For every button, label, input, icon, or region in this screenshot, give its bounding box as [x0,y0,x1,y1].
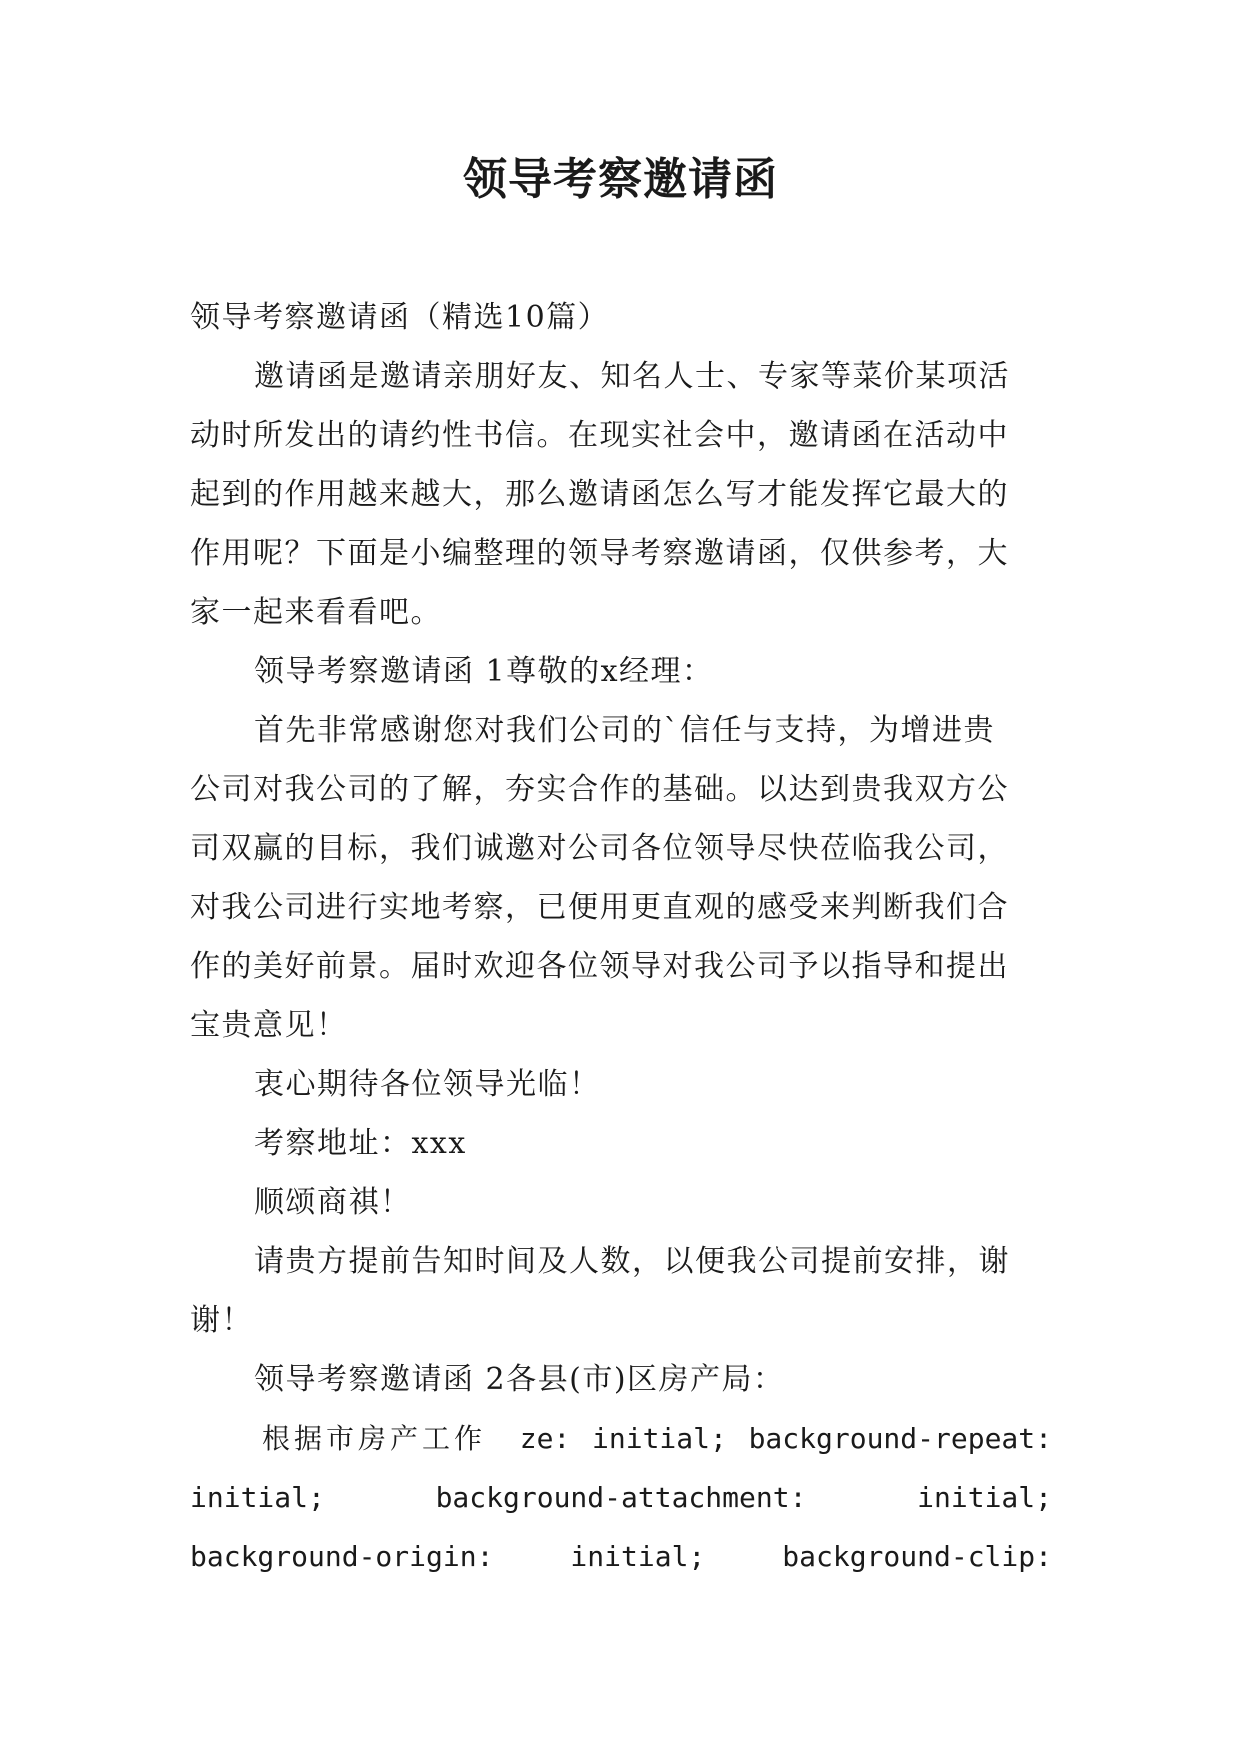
letter2-token: initial; [592,1422,727,1455]
letter1-request [190,1232,1052,1350]
letter2-token: background-repeat: [748,1422,1052,1455]
document-title: 领导考察邀请函 [463,154,778,205]
letter2-token: background-attachment: [435,1481,807,1514]
letter1-body-line: 宝贵意见！ [190,1008,348,1043]
letter1-address: 考察地址：xxx [254,1126,467,1161]
document-body [190,288,1052,1586]
letter1-welcome: 衷心期待各位领导光临！ [254,1067,601,1102]
letter2-token: background-origin: [190,1540,494,1573]
intro-line: 起到的作用越来越大，那么邀请函怎么写才能发挥它最大的 [190,477,1009,512]
letter2-line1-cn: 根据市房产工作 [262,1422,487,1455]
letter1-heading: 领导考察邀请函 1尊敬的x经理： [254,654,714,689]
letter2-token: background-clip: [782,1540,1052,1573]
intro-paragraph [190,347,1052,642]
intro-line: 家一起来看看吧。 [190,595,442,630]
intro-line: 邀请函是邀请亲朋好友、知名人士、专家等菜价某项活 [254,359,1010,394]
letter2-line-2 [190,1468,1052,1527]
letter2-line-3 [190,1527,1052,1586]
letter1-body-line: 司双赢的目标，我们诚邀对公司各位领导尽快莅临我公司， [190,831,1009,866]
letter2-token: ze: [519,1422,571,1455]
letter1-body-line: 对我公司进行实地考察，已便用更直观的感受来判断我们合 [190,890,1009,925]
intro-line: 作用呢？下面是小编整理的领导考察邀请函，仅供参考，大 [190,536,1009,571]
letter1-closing: 顺颂商祺！ [254,1185,412,1220]
letter2-token: initial; [570,1540,706,1573]
letter1-request-line: 谢！ [190,1303,253,1338]
letter1-body [190,701,1052,1055]
letter1-body-line: 公司对我公司的了解，夯实合作的基础。以达到贵我双方公 [190,772,1009,807]
letter1-body-line: 首先非常感谢您对我们公司的`信任与支持，为增进贵 [254,713,995,748]
intro-line: 动时所发出的请约性书信。在现实社会中，邀请函在活动中 [190,418,1009,453]
document-subtitle: 领导考察邀请函（精选10篇） [190,300,610,335]
letter1-body-line: 作的美好前景。届时欢迎各位领导对我公司予以指导和提出 [190,949,1009,984]
letter2-line-1 [190,1409,1052,1468]
letter2-heading: 领导考察邀请函 2各县(市)区房产局： [254,1362,785,1397]
letter2-token: initial; [190,1481,325,1514]
letter1-request-line: 请贵方提前告知时间及人数，以便我公司提前安排，谢 [254,1244,1010,1279]
letter2-token: initial; [917,1481,1052,1514]
